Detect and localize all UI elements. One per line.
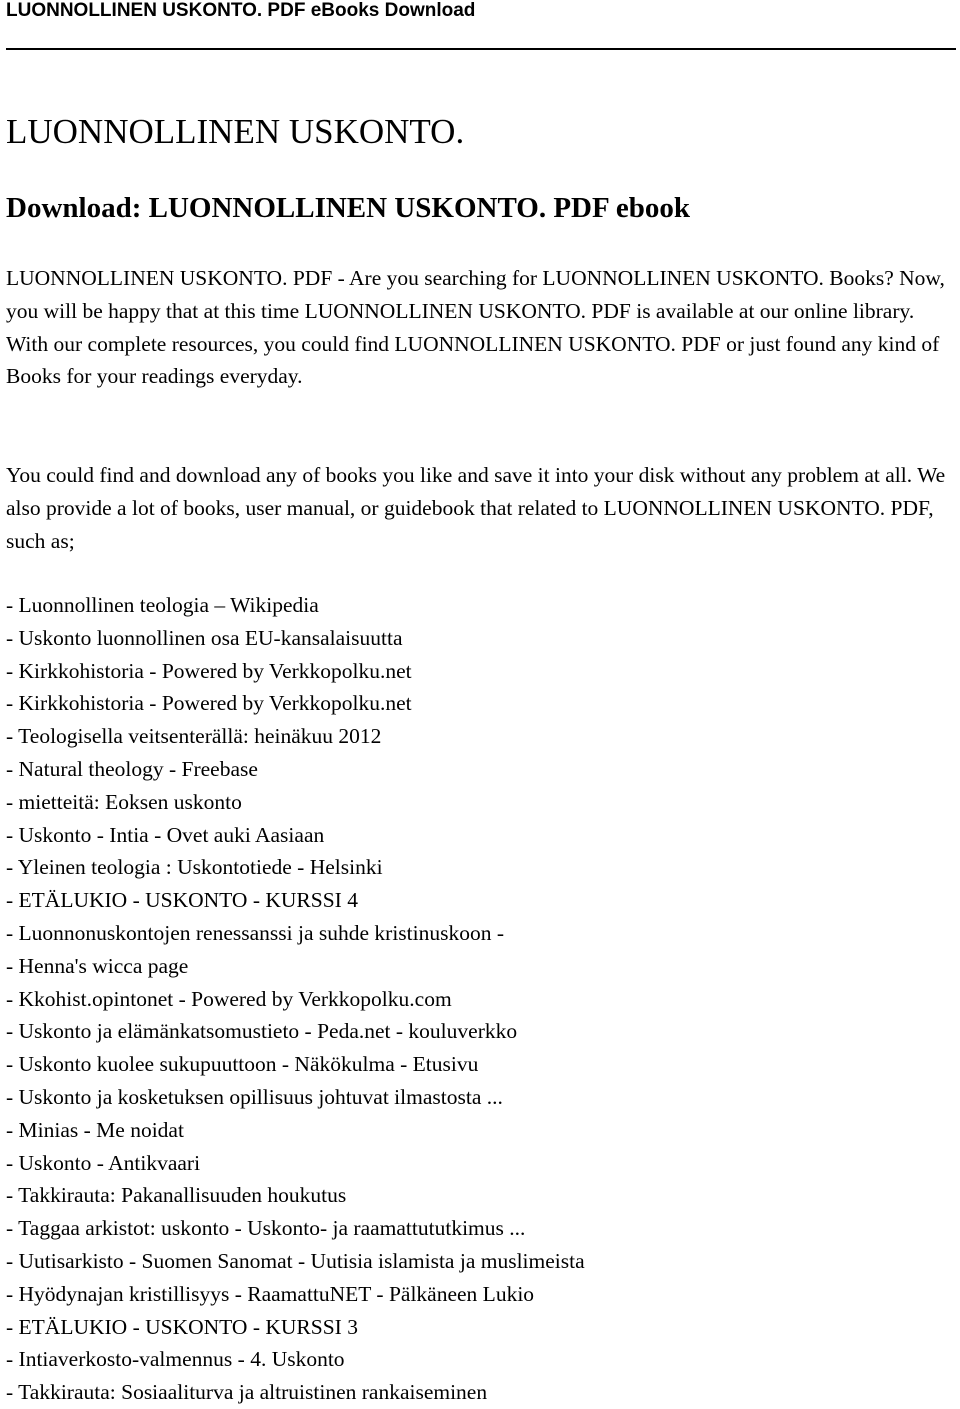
- document-subtitle: Download: LUONNOLLINEN USKONTO. PDF ebook: [6, 192, 691, 224]
- related-book-item: - Uskonto kuolee sukupuuttoon - Näkökulma - Etusivu: [6, 1052, 479, 1077]
- related-book-item: - Uskonto ja elämänkatsomustieto - Peda.net - kouluverkko: [6, 1019, 518, 1044]
- related-book-item: - Intiaverkosto-valmennus - 4. Uskonto: [6, 1347, 345, 1372]
- related-book-item: - Henna's wicca page: [6, 953, 189, 978]
- related-book-item: - Minias - Me noidat: [6, 1117, 184, 1142]
- related-book-item: - Luonnonuskontojen renessanssi ja suhde kristinuskoon -: [6, 920, 505, 945]
- related-book-item: - ETÄLUKIO - USKONTO - KURSSI 4: [6, 888, 358, 913]
- related-book-item: - Kirkkohistoria - Powered by Verkkopolku.net: [6, 658, 412, 683]
- related-book-item: - Luonnollinen teologia – Wikipedia: [6, 593, 319, 617]
- related-book-item: - Taggaa arkistot: uskonto - Uskonto- ja raamattututkimus ...: [6, 1216, 526, 1241]
- related-book-item: - Yleinen teologia : Uskontotiede - Helsinki: [6, 855, 383, 880]
- related-book-item: - Natural theology - Freebase: [6, 756, 258, 781]
- document-title: LUONNOLLINEN USKONTO.: [6, 112, 465, 151]
- related-book-item: - Takkirauta: Sosiaaliturva ja altruistinen rankaiseminen: [6, 1380, 488, 1405]
- header-divider: [6, 48, 956, 50]
- related-book-item: - Teologisella veitsenterällä: heinäkuu 2012: [6, 724, 382, 749]
- related-book-item: - Uskonto luonnollinen osa EU-kansalaisuutta: [6, 625, 403, 650]
- related-book-item: - Uutisarkisto - Suomen Sanomat - Uutisia islamista ja muslimeista: [6, 1248, 585, 1273]
- related-book-item: - Uskonto - Antikvaari: [6, 1150, 201, 1175]
- description-paragraph: You could find and download any of books you like and save it into your disk without any problem at all. We also provide a lot of books, user manual, or guidebook that related to LUONNOLLINEN USKONTO. PDF, such as;: [6, 463, 946, 553]
- related-book-item: - Hyödynajan kristillisyys - RaamattuNET - Pälkäneen Lukio: [6, 1281, 535, 1306]
- related-books-list: [6, 589, 956, 1409]
- intro-paragraph: LUONNOLLINEN USKONTO. PDF - Are you searching for LUONNOLLINEN USKONTO. Books? Now, you will be happy that at this time LUONNOLLINEN USKONTO. PDF is available at our online library. With our complete resources, you could find LUONNOLLINEN USKONTO. PDF or just found any kind of Books for your readings everyday.: [6, 266, 945, 389]
- related-book-item: - mietteitä: Eoksen uskonto: [6, 789, 242, 814]
- related-book-item: - Uskonto - Intia - Ovet auki Aasiaan: [6, 822, 325, 847]
- related-book-item: - ETÄLUKIO - USKONTO - KURSSI 3: [6, 1314, 358, 1339]
- related-book-item: - Kkohist.opintonet - Powered by Verkkopolku.com: [6, 986, 452, 1011]
- related-book-item: - Uskonto ja kosketuksen opillisuus johtuvat ilmastosta ...: [6, 1084, 503, 1109]
- related-book-item: - Kirkkohistoria - Powered by Verkkopolku.net: [6, 691, 412, 716]
- page-header-title: LUONNOLLINEN USKONTO. PDF eBooks Download: [6, 0, 476, 21]
- related-book-item: - Takkirauta: Pakanallisuuden houkutus: [6, 1183, 347, 1208]
